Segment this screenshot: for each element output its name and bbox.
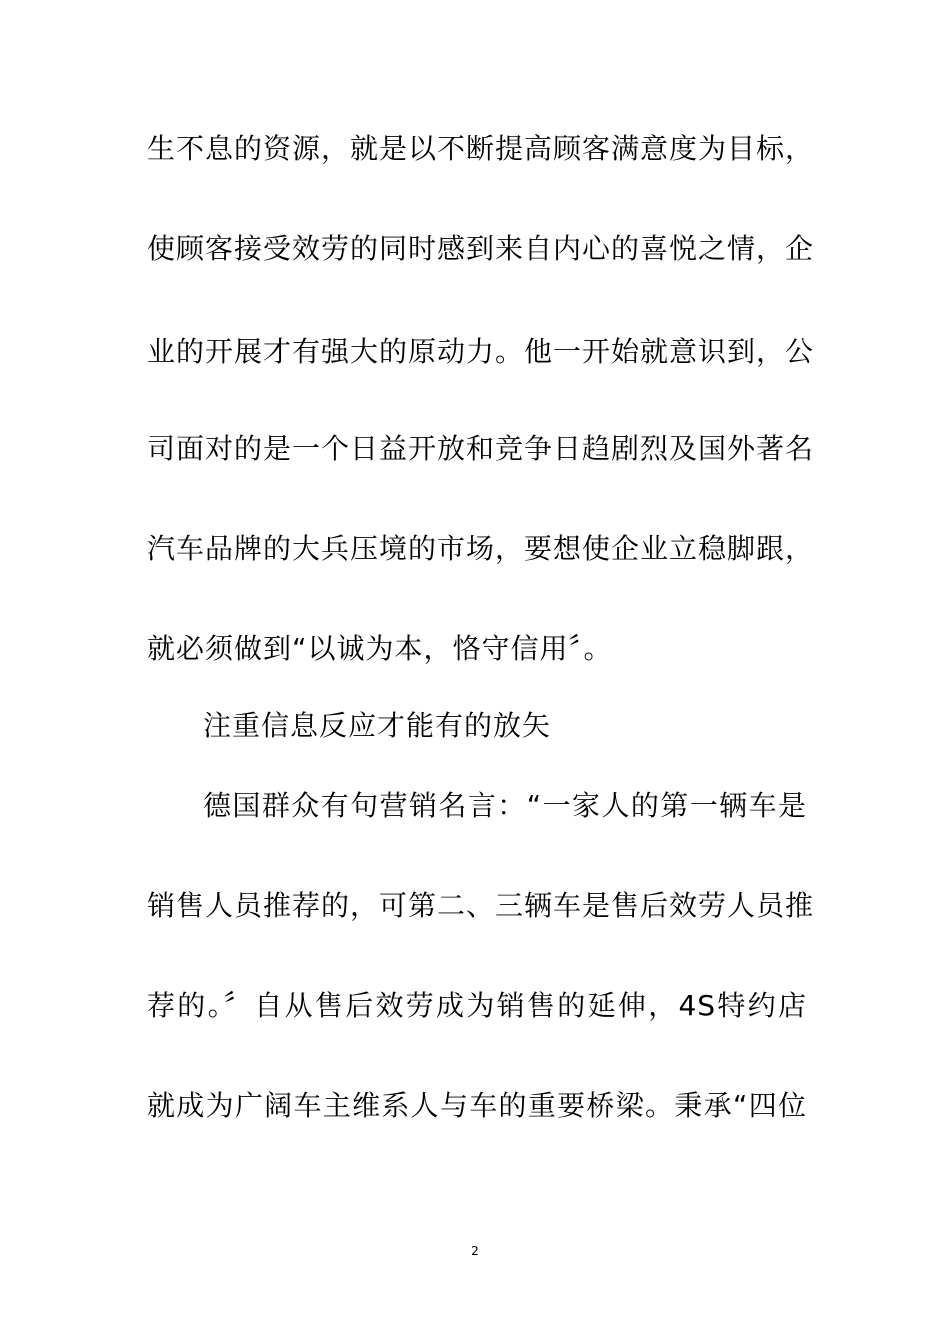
section-heading: 注重信息反应才能有的放矢 (203, 709, 552, 742)
body-text-line: 就必须做到“以诚为本，恪守信用〞。 (147, 632, 613, 665)
body-text-line: 德国群众有句营销名言：“一家人的第一辆车是 (203, 789, 807, 822)
body-text-line: 业的开展才有强大的原动力。他一开始就意识到，公 (147, 335, 815, 368)
body-text-line: 汽车品牌的大兵压境的市场，要想使企业立稳脚跟， (147, 532, 815, 565)
body-text-line: 荐的。〞自从售后效劳成为销售的延伸，4S特约店 (147, 989, 807, 1022)
body-text-line: 销售人员推荐的，可第二、三辆车是售后效劳人员推 (147, 889, 815, 922)
body-text-line: 司面对的是一个日益开放和竞争日趋剧烈及国外著名 (147, 432, 815, 465)
body-text-line: 生不息的资源，就是以不断提高顾客满意度为目标， (147, 132, 815, 165)
page-number: 2 (471, 1244, 479, 1258)
body-text-line: 使顾客接受效劳的同时感到来自内心的喜悦之情，企 (147, 232, 815, 265)
body-text-line: 就成为广阔车主维系人与车的重要桥梁。秉承“四位 (147, 1089, 807, 1122)
